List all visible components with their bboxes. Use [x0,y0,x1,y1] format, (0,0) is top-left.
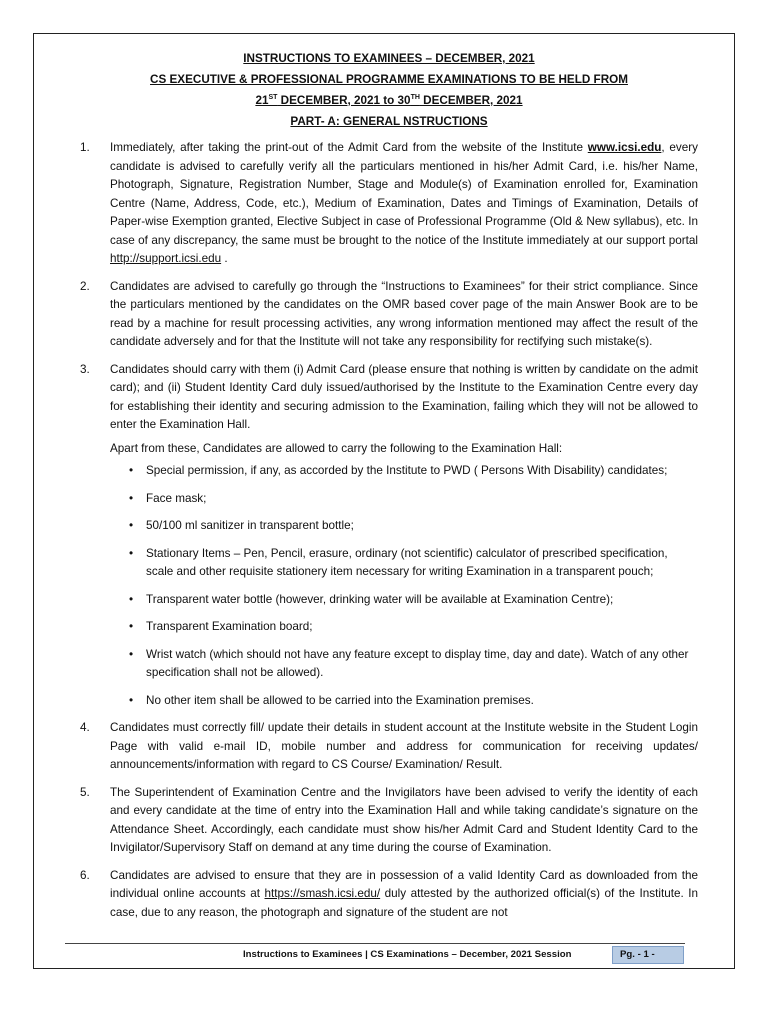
title-text-1: INSTRUCTIONS TO EXAMINEES – DECEMBER, 2021 [243,52,535,65]
allowed-items-intro: Apart from these, Candidates are allowed to carry the following to the Examination Hall: [110,441,563,455]
item-number: 1. [80,141,90,154]
instruction-item-5 [80,784,698,858]
instruction-item-1 [80,139,698,269]
instruction-item-3 [80,361,698,711]
instruction-list [80,139,698,922]
item-1-text-end: . [221,252,228,265]
item-6-text-start: Candidates are advised to ensure that they are in possession of a valid Identity Card as downloaded from the individual online accounts at [110,868,698,900]
allowed-item: • No other item shall be allowed to be carried into the Examination premises. [110,692,698,711]
allowed-item: • Transparent Examination board; [110,618,698,637]
item-text: Candidates must correctly fill/ update their details in student account at the Institute website in the Student Login Page with valid e-mail ID, mobile number and address for communication for receiving updates/ announcements/information with regard to CS Course/ Examination/ Result. [110,721,698,771]
item-number: 3. [80,362,90,376]
instruction-item-6 [80,867,698,923]
allowed-item: • Special permission, if any, as accorded by the Institute to PWD ( Persons With Disability) candidates; [110,462,698,481]
part-heading [80,113,698,131]
item-number: 6. [80,868,90,882]
allowed-item: • Wrist watch (which should not have any feature except to display time, day and date). Watch of any other specification shall not be allowed). [110,646,698,683]
title-text-3 [255,94,522,107]
instruction-item-4 [80,719,698,775]
title-text-2: CS EXECUTIVE & PROFESSIONAL PROGRAMME EXAMINATIONS TO BE HELD FROM [150,73,628,86]
instruction-item-2 [80,278,698,352]
date-end-suffix: TH [410,94,420,102]
date-end-text: DECEMBER, 2021 [419,94,523,107]
item-number: 4. [80,721,90,734]
item-text [110,867,698,923]
title-line-2 [80,71,698,89]
date-start-day: 21 [255,94,269,107]
allowed-item: • Face mask; [110,490,698,509]
item-text: Candidates should carry with them (i) Admit Card (please ensure that nothing is written by candidate on the admit card); and (ii) Student Identity Card duly issued/authorised by the Institute to the Examination Centre every day for establishing their identity and securing admission to the Examination, failing which they will not be allowed to enter the Examination Hall. [110,362,698,431]
smash-portal-link[interactable]: https://smash.icsi.edu/ [264,887,381,900]
support-portal-link[interactable]: http://support.icsi.edu [110,252,222,265]
item-1-text-middle: , every candidate is advised to carefully verify all the particulars mentioned in his/her Admit Card, i.e. his/her Name, Photograph, Signature, Registration Number, Stage and Module(s) of Examination enrolled for, Examination Centre (Name, Address, Code, etc.), Medium of Examination, Dates and Timings of Examination, Details of Paper-wise Exemption granted, Elective Subject in case of Professional Programme (Old & New syllabus), etc. In case of any discrepancy, the same must be brought to the notice of the Institute immediately at our support portal [110,141,698,247]
allowed-item: • 50/100 ml sanitizer in transparent bottle; [110,517,698,536]
allowed-item: • Stationary Items – Pen, Pencil, erasure, ordinary (not scientific) calculator of prescribed specification, scale and other requisite stationery item necessary for writing Examination in a transparent pouch; [110,545,698,582]
allowed-item: • Transparent water bottle (however, drinking water will be available at Examination Centre); [110,591,698,610]
title-line-3 [80,92,698,110]
item-number: 2. [80,279,90,293]
allowed-items-list [110,462,698,710]
document-body [80,50,698,931]
item-text [110,139,698,269]
footer-title: Instructions to Examinees | CS Examinations – December, 2021 Session [243,949,572,960]
page-number-badge: Pg. - 1 - [612,946,684,964]
date-start-suffix: ST [268,94,278,102]
date-middle-text: DECEMBER, 2021 to 30 [277,94,411,107]
item-6-text-end: duly attested by the authorized official(s) of the Institute. In case, due to any reason, the photograph and signature of the student are not [110,887,698,919]
title-line-1 [80,50,698,68]
item-1-text-start: Immediately, after taking the print-out of the Admit Card from the website of the Institute [110,141,588,154]
icsi-website-link[interactable]: www.icsi.edu [587,141,662,154]
item-text: The Superintendent of Examination Centre and the Invigilators have been advised to verify the identity of each and every candidate at the time of entry into the Examination Hall and while taking candidate’s signature on the Attendance Sheet. Accordingly, each candidate must show his/her Admit Card and Student Identity Card to the Invigilator/Supervisory Staff on demand at any time during the course of Examination. [110,785,698,854]
item-number: 5. [80,785,90,799]
item-text: Candidates are advised to carefully go through the “Instructions to Examinees” for their strict compliance. Since the particulars mentioned by the candidates on the OMR based cover page of the main Answer Book are to be read by a machine for result processing activities, any wrong information mentioned may affect the result of the candidate adversely and for that the Institute will not take any responsibility for rectifying such mistake(s). [110,279,698,348]
part-heading-text: PART- A: GENERAL NSTRUCTIONS [290,115,488,128]
footer-divider [65,943,685,944]
